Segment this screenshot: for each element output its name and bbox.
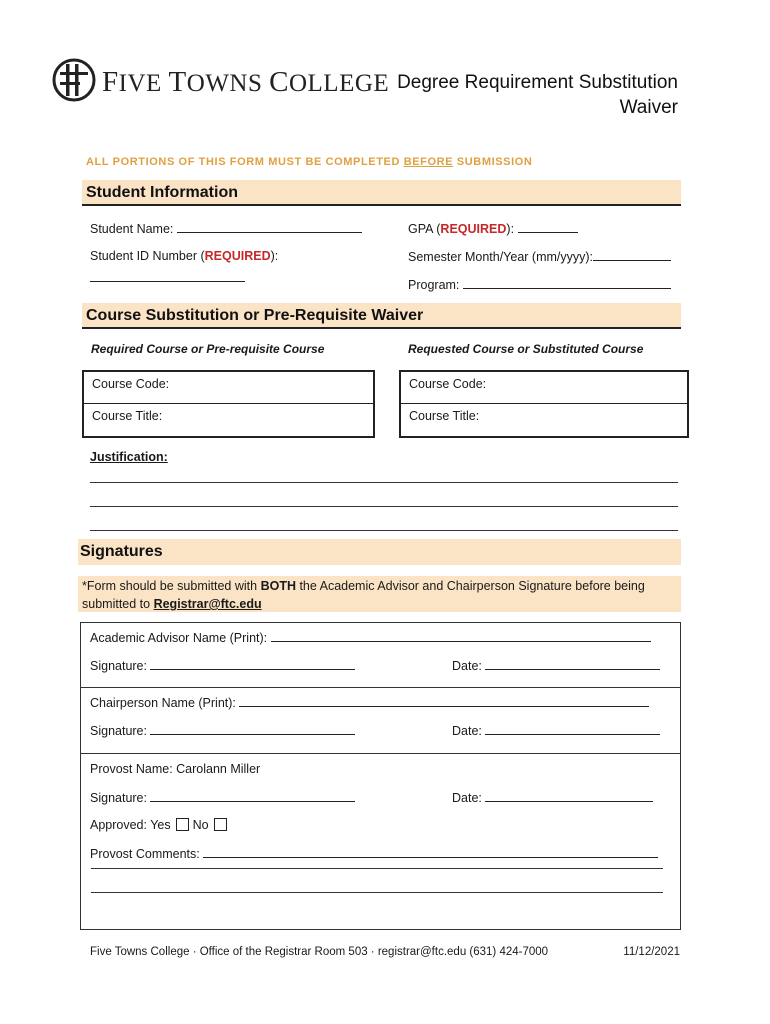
justification-line-2[interactable]	[90, 506, 678, 507]
advisor-name-field[interactable]: Academic Advisor Name (Print):	[90, 630, 651, 645]
comments-line-2[interactable]	[91, 868, 663, 869]
justification-label: Justification:	[90, 450, 168, 464]
student-id-line[interactable]	[90, 270, 245, 282]
advisor-signature-field[interactable]: Signature:	[90, 658, 355, 673]
college-logo-icon	[52, 58, 96, 102]
signatures-heading: Signatures	[78, 539, 681, 565]
required-course-code[interactable]: Course Code:	[84, 372, 373, 404]
required-course-box	[82, 370, 375, 438]
requested-course-code[interactable]: Course Code:	[401, 372, 687, 404]
student-info-heading: Student Information	[82, 180, 681, 206]
justification-line-1[interactable]	[90, 482, 678, 483]
program-field[interactable]: Program:	[408, 277, 671, 292]
gpa-field[interactable]: GPA (REQUIRED):	[408, 221, 578, 236]
requested-course-box	[399, 370, 689, 438]
provost-signature-field[interactable]: Signature:	[90, 790, 355, 805]
student-name-field[interactable]: Student Name:	[90, 221, 362, 236]
approved-yes-checkbox[interactable]	[176, 818, 189, 831]
chair-signature-field[interactable]: Signature:	[90, 723, 355, 738]
provost-comments-field[interactable]: Provost Comments:	[90, 846, 658, 861]
registrar-email-link[interactable]: Registrar@ftc.edu	[153, 597, 262, 611]
approved-no-checkbox[interactable]	[214, 818, 227, 831]
advisor-date-field[interactable]: Date:	[452, 658, 660, 673]
semester-field[interactable]: Semester Month/Year (mm/yyyy):	[408, 249, 671, 264]
required-course-heading: Required Course or Pre-requisite Course	[91, 342, 325, 356]
provost-name: Provost Name: Carolann Miller	[90, 762, 261, 776]
requested-course-title[interactable]: Course Title:	[409, 409, 480, 423]
approval-row: Approved: Yes No	[90, 818, 231, 832]
college-name: FIVE TOWNS COLLEGE	[102, 66, 390, 98]
chair-signature-box	[80, 688, 681, 754]
justification-line-3[interactable]	[90, 530, 678, 531]
comments-line-3[interactable]	[91, 892, 663, 893]
advisor-signature-box	[80, 622, 681, 688]
document-title: Degree Requirement Substitution Waiver	[397, 72, 678, 118]
student-id-field[interactable]: Student ID Number (REQUIRED):	[90, 249, 279, 263]
footer-date: 11/12/2021	[623, 946, 680, 958]
completion-notice: ALL PORTIONS OF THIS FORM MUST BE COMPLETED BEFORE SUBMISSION	[86, 156, 533, 168]
requested-course-heading: Requested Course or Substituted Course	[408, 342, 644, 356]
submission-note: *Form should be submitted with BOTH the Academic Advisor and Chairperson Signature before being submitted to Registrar@ftc.edu	[78, 576, 681, 612]
required-course-title[interactable]: Course Title:	[92, 409, 163, 423]
provost-signature-box	[80, 754, 681, 930]
chair-name-field[interactable]: Chairperson Name (Print):	[90, 695, 649, 710]
course-section-heading: Course Substitution or Pre-Requisite Waiver	[82, 303, 681, 329]
provost-date-field[interactable]: Date:	[452, 790, 653, 805]
chair-date-field[interactable]: Date:	[452, 723, 660, 738]
footer-contact: Five Towns College · Office of the Registrar Room 503 · registrar@ftc.edu (631) 424-7000	[90, 946, 549, 958]
